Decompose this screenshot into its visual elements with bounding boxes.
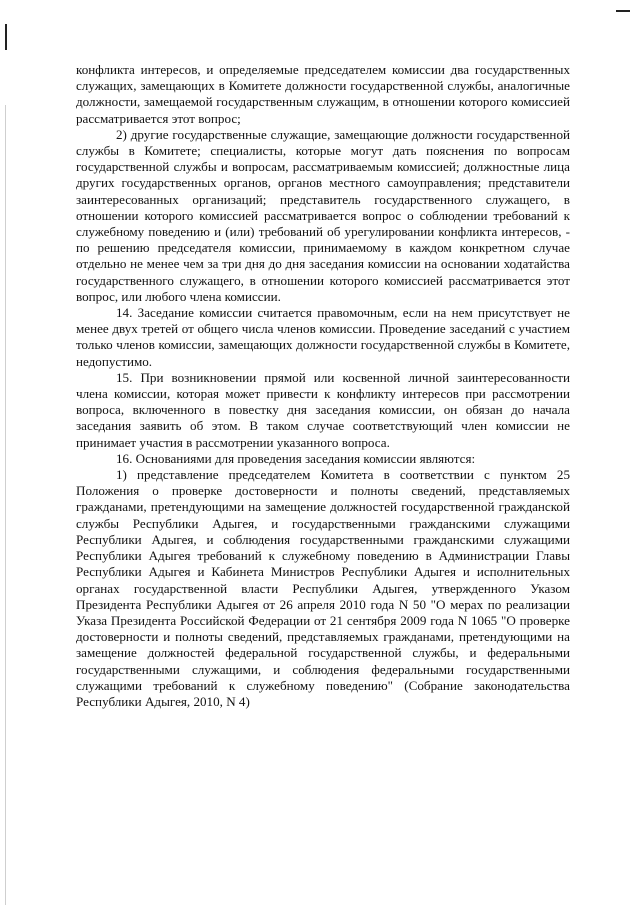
scan-margin-line: [5, 105, 6, 905]
paragraph-15-conflict-of-interest: 15. При возникновении прямой или косвенной личной заинтересованности члена комиссии, которая может привести к конфликту интересов при рассмотрении вопроса, включенного в повестку дня заседания комиссии, он обязан до начала заседания заявить об этом. В таком случае соответствующий член комиссии не принимает участия в рассмотрении указанного вопроса.: [76, 369, 570, 450]
paragraph-16-item-1: 1) представление председателем Комитета в соответствии с пунктом 25 Положения о проверке достоверности и полноты сведений, представляемых гражданами, претендующими на замещение должностей государственной гражданской службы Республики Адыгея, и государственными гражданскими служащими Республики Адыгея, и соблюдения государственными гражданскими служащими Республики Адыгея требований к служебному поведению в Администрации Главы Республики Адыгея и Кабинета Министров Республики Адыгея и исполнительных органах государственной власти Республики Адыгея, утвержденного Указом Президента Республики Адыгея от 26 апреля 2010 года N 50 "О мерах по реализации Указа Президента Российской Федерации от 21 сентября 2009 года N 1065 "О проверке достоверности и полноты сведений, представляемых гражданами, претендующими на замещение должностей федеральной государственной службы, и федеральными государственными служащими, и соблюдения федеральными государственными служащими требований к служебному поведению" (Собрание законодательства Республики Адыгея, 2010, N 4): [76, 467, 570, 709]
scan-artifact-right: [616, 10, 630, 12]
paragraph-16-grounds: 16. Основаниями для проведения заседания комиссии являются:: [116, 450, 476, 466]
paragraph-14-quorum: 14. Заседание комиссии считается правомочным, если на нем присутствует не менее двух третей от общего числа членов комиссии. Проведение заседаний с участием только членов комиссии, замещающих должности государственной службы в Комитете, недопустимо.: [76, 305, 570, 369]
paragraph-committee-members-end: конфликта интересов, и определяемые председателем комиссии два государственных служащих, замещающих в Комитете должности государственной службы, аналогичные должности, замещаемой государственным служащим, в отношении которого комиссией рассматривается этот вопрос;: [76, 62, 570, 126]
scan-artifact-left: [5, 24, 7, 50]
paragraph-item-2-other-participants: 2) другие государственные служащие, замещающие должности государственной службы в Комитете; специалисты, которые могут дать пояснения по вопросам государственной службы и вопросам, рассматриваемым комиссией; должностные лица других государственных органов, органов местного самоуправления; представители заинтересованных организаций; представитель государственного служащего, в отношении которого комиссией рассматривается вопрос о соблюдении требований к служебному поведению и (или) требований об урегулировании конфликта интересов, - по решению председателя комиссии, принимаемому в каждом конкретном случае отдельно не менее чем за три дня до дня заседания комиссии на основании ходатайства государственного служащего, в отношении которого комиссией рассматривается этот вопрос, или любого члена комиссии.: [76, 126, 570, 304]
document-page: [76, 62, 570, 710]
